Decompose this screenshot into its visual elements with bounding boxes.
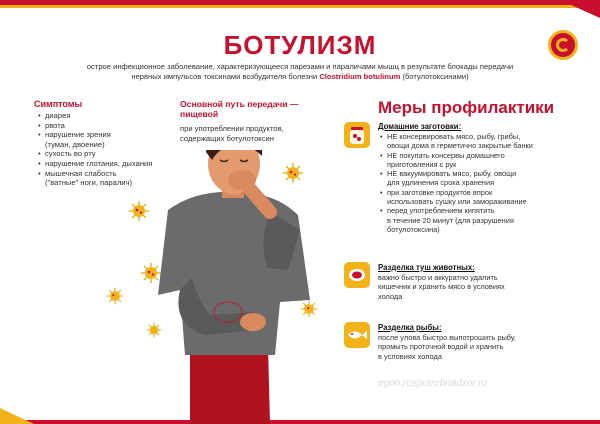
page-subtitle [60,62,540,82]
sick-man-illustration [150,150,325,424]
home-preserves-title: Домашние заготовки: [378,122,462,131]
fish-cutting-title: Разделка рыбы: [378,323,442,332]
home-preserves-item: • при заготовке продуктов впрок [380,188,580,197]
home-preserves-item: использовать сушку или замораживание [387,197,527,207]
home-preserves-item: овощи дома в герметично закрытые банки [387,141,533,151]
symptom-item: • мышечная слабость [38,169,178,179]
bacteria-icon [106,287,124,305]
transmission-text: при употреблении продуктов, содержащих ботулотоксин [180,124,284,143]
jar-icon [344,122,370,148]
carcass-cutting-line: кишечник и хранить мясо в условиях [378,282,505,292]
symptom-item: • нарушение глотания, дыхания [38,159,178,169]
carcass-cutting-line: важно быстро и аккуратно удалить [378,273,498,282]
symptom-item: ("ватные" ноги, паралич) [45,178,132,188]
meat-icon [344,262,370,288]
home-preserves-item: для удлинения срока хранения [387,178,495,188]
fish-cutting-line: промыть проточной водой и хранить [378,342,504,352]
home-preserves-list [380,132,580,234]
subtitle-line2-before: нервных импульсов токсинами возбудителя болезни [131,72,320,81]
symptom-item: (туман, двоение) [45,139,105,149]
transmission-title: Основной путь передачи — пищевой [180,99,299,119]
carcass-cutting-title: Разделка туш животных: [378,263,475,272]
symptom-item: • диарея [38,111,178,121]
subtitle-line2-after: (ботулотоксинами) [400,72,469,81]
top-right-corner-decoration [560,0,600,18]
home-preserves-item: приготовления с рук [387,159,457,169]
watermark: egon.rospotrebnadzor.ru [378,378,488,389]
home-preserves-item: • НЕ вакуумировать мясо, рыбу, овощи [380,169,580,178]
home-preserves-item: ботулотоксина) [387,224,440,234]
symptom-item: • нарушение зрения [38,130,178,140]
bacteria-icon [128,200,150,222]
bottom-left-corner-decoration [0,408,34,424]
fish-cutting-line: в условиях холода [378,351,442,361]
top-yellow-stripe [0,5,600,8]
home-preserves-item: • перед употреблением кипятить [380,206,580,215]
fish-cutting-text [378,333,578,361]
page-title: БОТУЛИЗМ [223,30,377,60]
home-preserves-item: • НЕ покупать консервы домашнего [380,151,580,160]
carcass-cutting-line: холода [378,291,403,301]
symptoms-title: Симптомы [34,99,83,109]
fish-cutting-line: после улова быстро выпотрошить рыбу, [378,333,516,342]
home-preserves-item: • НЕ консервировать мясо, рыбу, грибы, [380,132,580,141]
prevention-title: Меры профилактики [378,98,555,117]
home-preserves-item: в течение 20 минут (для разрушения [387,215,514,225]
symptom-item: • рвота [38,121,178,131]
symptom-item: • сухость во рту [38,149,178,159]
carcass-cutting-text [378,273,578,301]
fish-icon [344,322,370,348]
subtitle-line1: острое инфекционное заболевание, характеризующееся парезами и параличами мышц в результате блокады передачи [86,62,514,71]
subtitle-latin-name: Clostridium botulinum [319,72,401,81]
